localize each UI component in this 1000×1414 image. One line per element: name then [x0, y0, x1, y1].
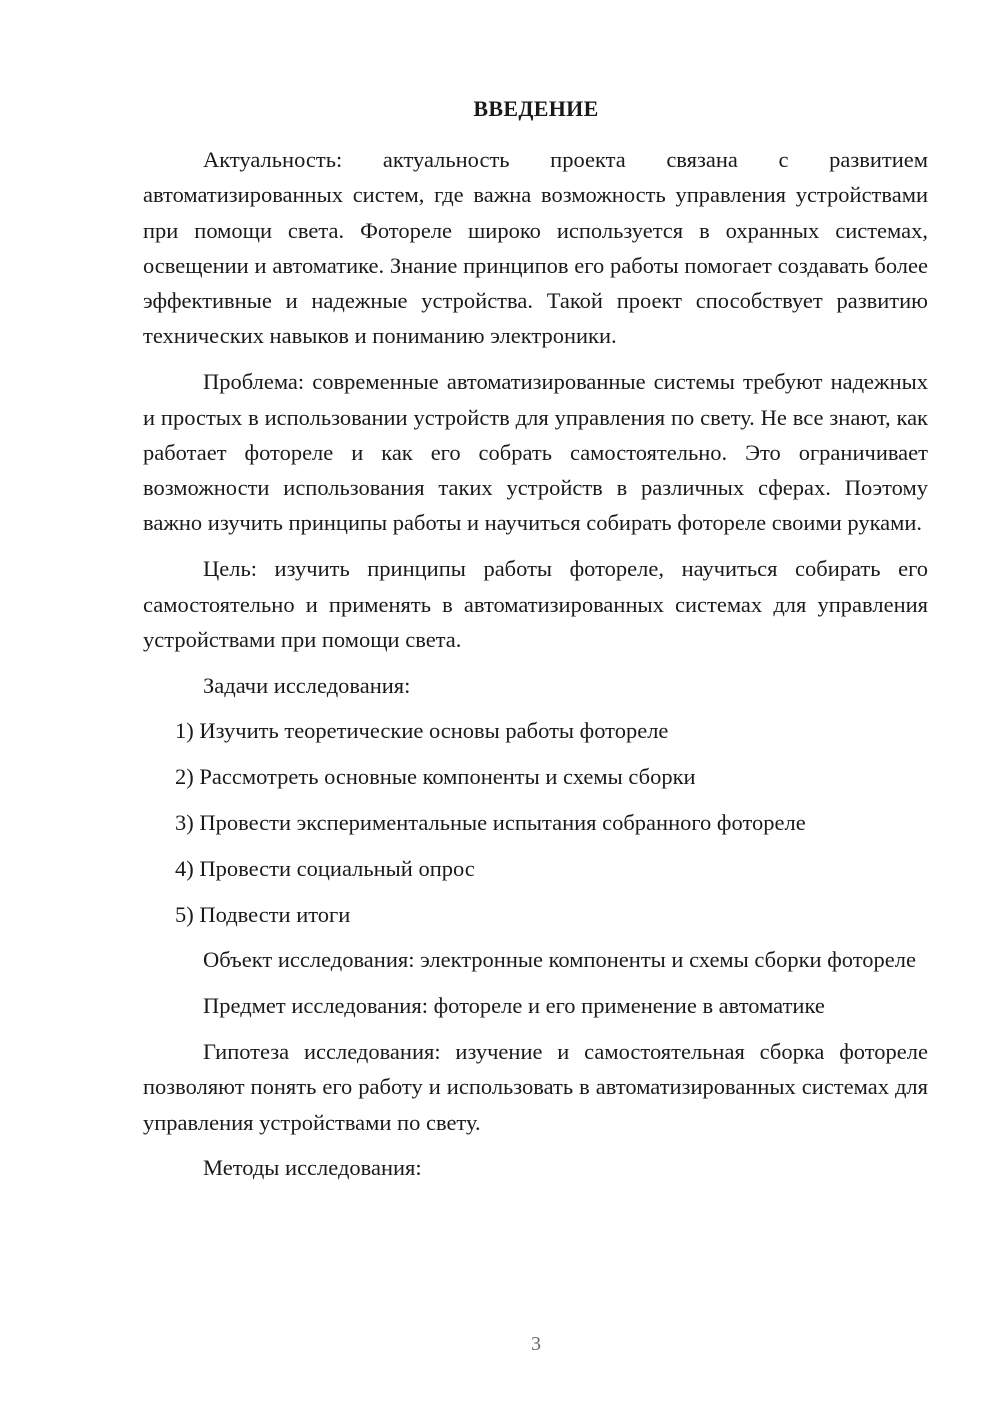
list-item: 4) Провести социальный опрос: [175, 855, 475, 881]
paragraph-relevance: Актуальность: актуальность проекта связана с развитием автоматизированных систем, где важна возможность управления устройствами при помощи света. Фотореле широко используется в охранных системах, освещении и автоматике. Знание принципов его работы помогает создавать более эффективные и надежные устройства. Такой проект способствует развитию технических навыков и пониманию электроники.: [143, 147, 928, 349]
paragraph-goal: Цель: изучить принципы работы фотореле, научиться собирать его самостоятельно и применять в автоматизированных системах для управления устройствами при помощи света.: [143, 556, 928, 652]
page-number: 3: [531, 1333, 541, 1355]
list-item: 5) Подвести итоги: [175, 901, 351, 927]
list-item: 2) Рассмотреть основные компоненты и схемы сборки: [175, 764, 696, 790]
paragraph-object: Объект исследования: электронные компоненты и схемы сборки фотореле: [203, 947, 916, 973]
page-title: ВВЕДЕНИЕ: [473, 96, 599, 121]
list-item: 3) Провести экспериментальные испытания собранного фотореле: [175, 810, 806, 836]
paragraph-subject: Предмет исследования: фотореле и его применение в автоматике: [203, 993, 825, 1019]
body-text: [143, 142, 928, 1196]
methods-heading: Методы исследования:: [203, 1155, 422, 1181]
paragraph-problem: Проблема: современные автоматизированные системы требуют надежных и простых в использовании устройств для управления по свету. Не все знают, как работает фотореле и как его собрать самостоятельно. Это ограничивает возможности использования таких устройств в различных сферах. Поэтому важно изучить принципы работы и научиться собирать фотореле своими руками.: [143, 369, 928, 536]
paragraph-hypothesis: Гипотеза исследования: изучение и самостоятельная сборка фотореле позволяют понять его работу и использовать в автоматизированных системах для управления устройствами по свету.: [143, 1039, 928, 1135]
tasks-heading: Задачи исследования:: [203, 672, 411, 698]
list-item: 1) Изучить теоретические основы работы фотореле: [175, 718, 669, 744]
tasks-list: [143, 713, 928, 931]
